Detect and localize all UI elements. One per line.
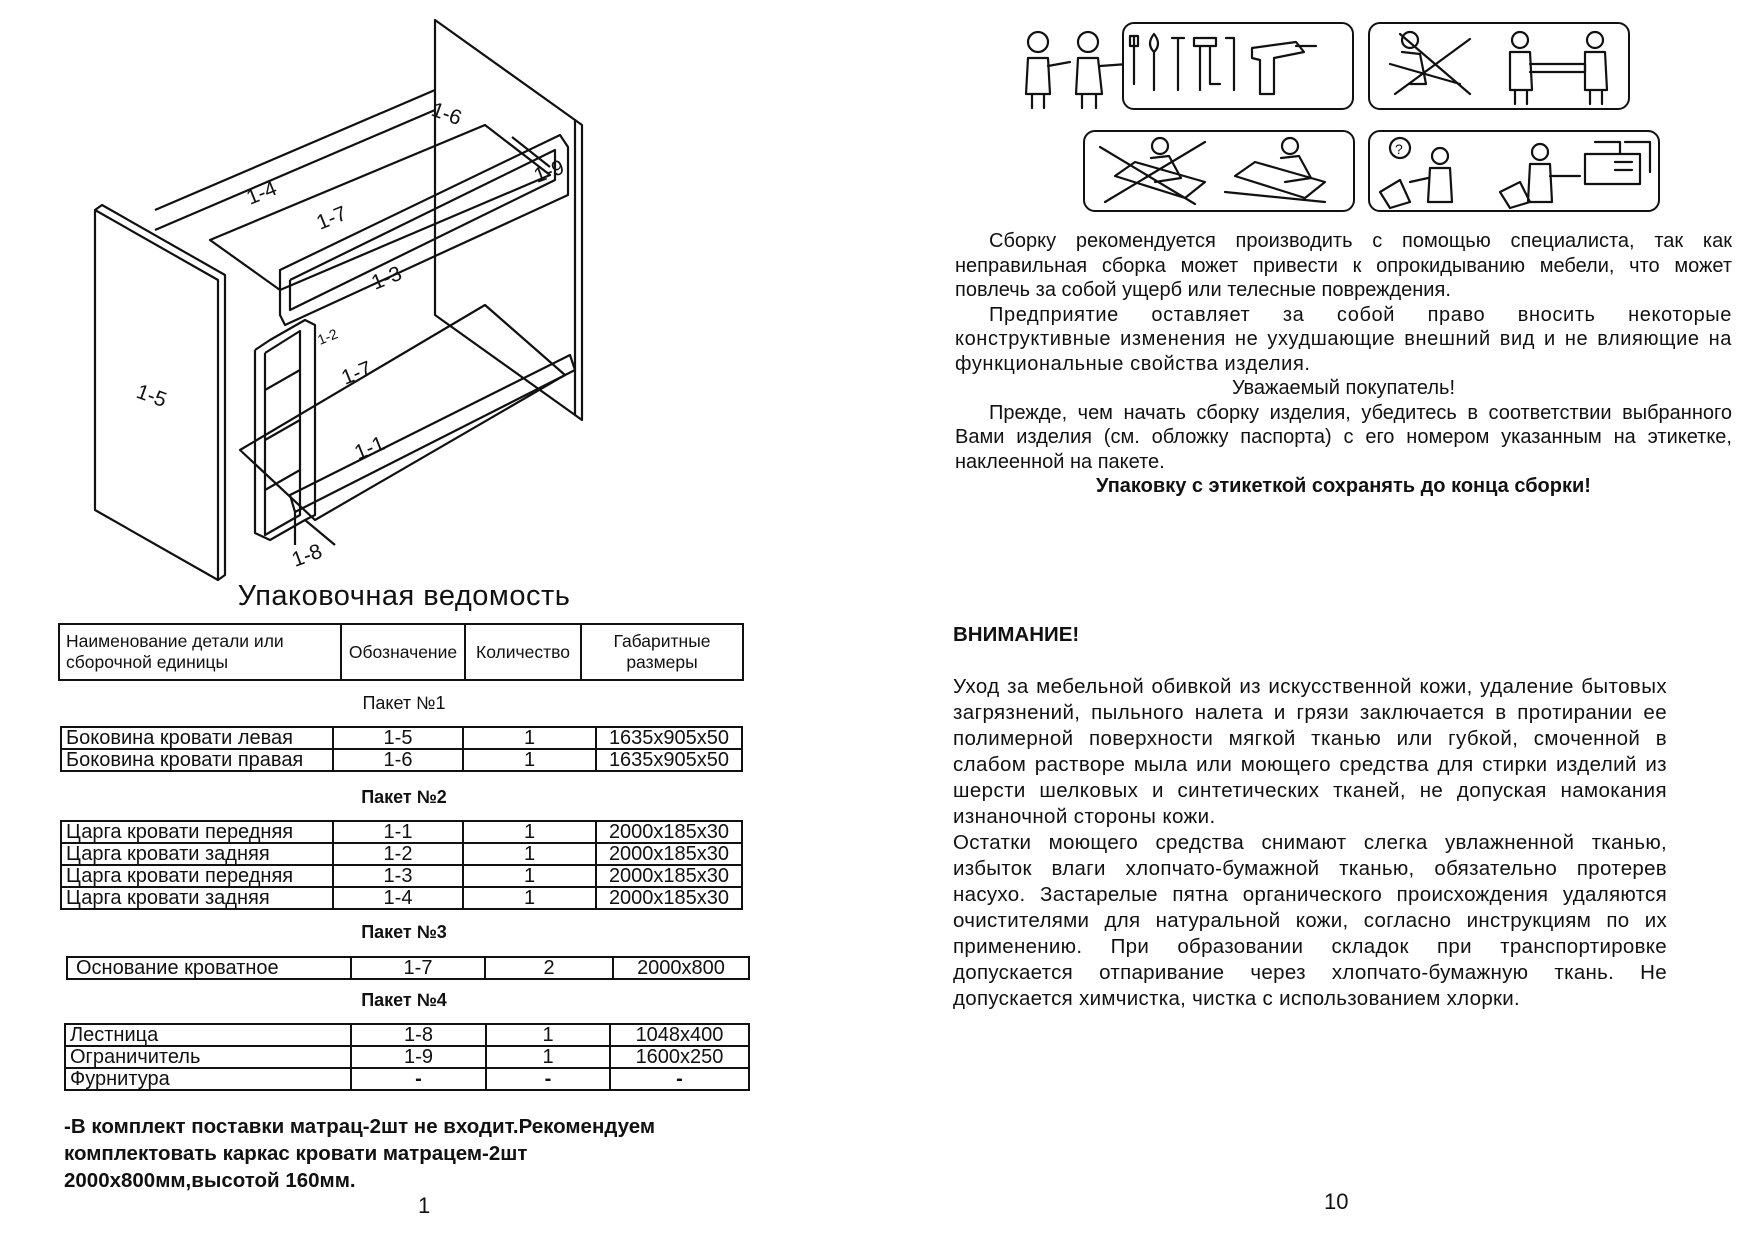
cell-quantity: 1 [463, 843, 596, 865]
cell-name: Фурнитура [65, 1068, 351, 1090]
cell-name: Лестница [65, 1024, 351, 1046]
two-assemblers-icon [1010, 22, 1130, 110]
header-dimensions: Габаритные размеры [581, 624, 743, 680]
table-row [65, 1068, 749, 1090]
cell-name: Царга кровати передняя [61, 865, 333, 887]
cell-size: 1635x905x50 [596, 749, 742, 771]
care-instructions [953, 674, 1667, 1012]
attention-title: ВНИМАНИЕ! [953, 623, 1080, 646]
check-package-icon [1370, 132, 1658, 210]
package-3-title: Пакет №3 [361, 922, 447, 942]
package-1-title: Пакет №1 [362, 693, 446, 713]
cell-designation: 1-5 [333, 727, 463, 749]
label-1-2: 1-2 [315, 325, 340, 348]
care-paragraph-2: Остатки моющего средства снимают слегка увлажненной тканью, избыток влаги хлопчато-бумажной тканью, обязательно протерев насухо. Застарелые пятна органического происхождения удаляются очистителями для натуральной кожи, согласно инструкциям по их применению. При образовании складок при транспортировке допускается отпаривание через хлопчато-бумажную ткань. Не допускается химчистка, чистка с использованием хлорки. [953, 831, 1667, 1010]
cell-size: 2000x800 [613, 957, 749, 979]
header-quantity: Количество [465, 624, 581, 680]
cell-name: Ограничитель [65, 1046, 351, 1068]
label-1-1: 1-1 [351, 431, 389, 465]
tools-pictogram [1122, 22, 1354, 110]
label-1-9: 1-9 [530, 155, 568, 188]
floor-protection-pictogram [1083, 130, 1355, 212]
two-person-lift-icon [1370, 24, 1628, 108]
cell-designation: 1-6 [333, 749, 463, 771]
cell-name: Основание кроватное [67, 957, 351, 979]
protect-floor-icon [1085, 132, 1353, 210]
package-1-table [60, 726, 743, 772]
header-name: Наименование детали или сборочной единицы [59, 624, 341, 680]
label-1-8: 1-8 [288, 539, 326, 572]
cell-designation: 1-1 [333, 821, 463, 843]
page-number-right: 10 [1324, 1189, 1349, 1214]
dear-customer: Уважаемый покупатель! [1231, 377, 1456, 399]
note-line: -В комплект поставки матрац-2шт не входит.Рекомендуем [64, 1115, 656, 1138]
cell-name: Царга кровати задняя [61, 843, 333, 865]
package-2-title: Пакет №2 [361, 787, 447, 807]
cell-designation: - [351, 1068, 486, 1090]
cell-quantity: - [486, 1068, 610, 1090]
cell-quantity: 1 [486, 1024, 610, 1046]
table-row [61, 727, 742, 749]
table-row [65, 1024, 749, 1046]
cell-designation: 1-4 [333, 887, 463, 909]
cell-name: Царга кровати передняя [61, 821, 333, 843]
check-label-pictogram [1368, 130, 1660, 212]
svg-text:?: ? [1395, 141, 1403, 157]
cell-size: 2000x185x30 [596, 865, 742, 887]
cell-quantity: 1 [463, 821, 596, 843]
table-row [67, 957, 749, 979]
mattress-note [64, 1113, 764, 1194]
packing-table-header [58, 623, 744, 681]
cell-quantity: 1 [486, 1046, 610, 1068]
page-number-left: 1 [418, 1193, 431, 1218]
package-4-table [64, 1023, 750, 1091]
label-1-6: 1-6 [428, 98, 465, 131]
cell-designation: 1-9 [351, 1046, 486, 1068]
cell-size: 2000x185x30 [596, 843, 742, 865]
bunk-bed-diagram [90, 15, 650, 595]
table-row [61, 749, 742, 771]
label-1-7-upper: 1-7 [313, 201, 351, 235]
intro-text [955, 229, 1732, 499]
cell-designation: 1-7 [351, 957, 485, 979]
no-single-person-pictogram [1368, 22, 1630, 110]
cell-size: - [610, 1068, 749, 1090]
cell-quantity: 2 [485, 957, 613, 979]
care-paragraph-1: Уход за мебельной обивкой из искусственной кожи, удаление бытовых загрязнений, пыльного налета и грязи заключается в протирании ее полимерной поверхности мягкой тканью или губкой, смоченной в слабом растворе мыла или моющего средства для стирки изделий из шерсти шелковых и синтетических тканей, не допуская намокания изнаночной стороны кожи. [953, 675, 1667, 828]
cell-quantity: 1 [463, 887, 596, 909]
cell-quantity: 1 [463, 749, 596, 771]
label-1-7-lower: 1-7 [338, 356, 376, 390]
bunk-bed-drawing [90, 15, 650, 595]
label-1-3: 1-3 [368, 261, 406, 295]
intro-paragraph-1: Сборку рекомендуется производить с помощью специалиста, так как неправильная сборка может привести к опрокидыванию мебели, что может повлечь за собой ущерб или телесные повреждения. [955, 230, 1732, 301]
cell-name: Царга кровати задняя [61, 887, 333, 909]
label-1-5: 1-5 [133, 380, 170, 413]
header-designation: Обозначение [341, 624, 465, 680]
cell-designation: 1-2 [333, 843, 463, 865]
table-row [61, 887, 742, 909]
label-1-4: 1-4 [243, 176, 281, 210]
cell-size: 2000x185x30 [596, 821, 742, 843]
table-row [61, 843, 742, 865]
cell-size: 2000x185x30 [596, 887, 742, 909]
packing-list-title: Упаковочная ведомость [237, 580, 571, 612]
note-line: 2000х800мм,высотой 160мм. [64, 1169, 356, 1192]
cell-designation: 1-8 [351, 1024, 486, 1046]
cell-size: 1048x400 [610, 1024, 749, 1046]
cell-size: 1600x250 [610, 1046, 749, 1068]
table-row [61, 821, 742, 843]
intro-paragraph-2: Предприятие оставляет за собой право вносить некоторые конструктивные изменения не ухудшающие внешний вид и не влияющие на функциональные свойства изделия. [955, 303, 1732, 375]
keep-label-warning: Упаковку с этикеткой сохранять до конца сборки! [1096, 475, 1591, 497]
table-row [61, 865, 742, 887]
note-line: комплектовать каркас кровати матрацем-2шт [64, 1142, 528, 1165]
cell-quantity: 1 [463, 865, 596, 887]
package-4-title: Пакет №4 [361, 990, 447, 1010]
table-row [65, 1046, 749, 1068]
intro-paragraph-3: Прежде, чем начать сборку изделия, убедитесь в соответствии выбранного Вами изделия (см. обложку паспорта) с его номером указанным на этикетке, наклеенной на пакете. [955, 401, 1732, 473]
cell-size: 1635x905x50 [596, 727, 742, 749]
package-2-table [60, 820, 743, 910]
cell-name: Боковина кровати правая [61, 749, 333, 771]
cell-designation: 1-3 [333, 865, 463, 887]
cell-quantity: 1 [463, 727, 596, 749]
tools-icon [1124, 24, 1352, 108]
cell-name: Боковина кровати левая [61, 727, 333, 749]
package-3-table [66, 956, 750, 980]
